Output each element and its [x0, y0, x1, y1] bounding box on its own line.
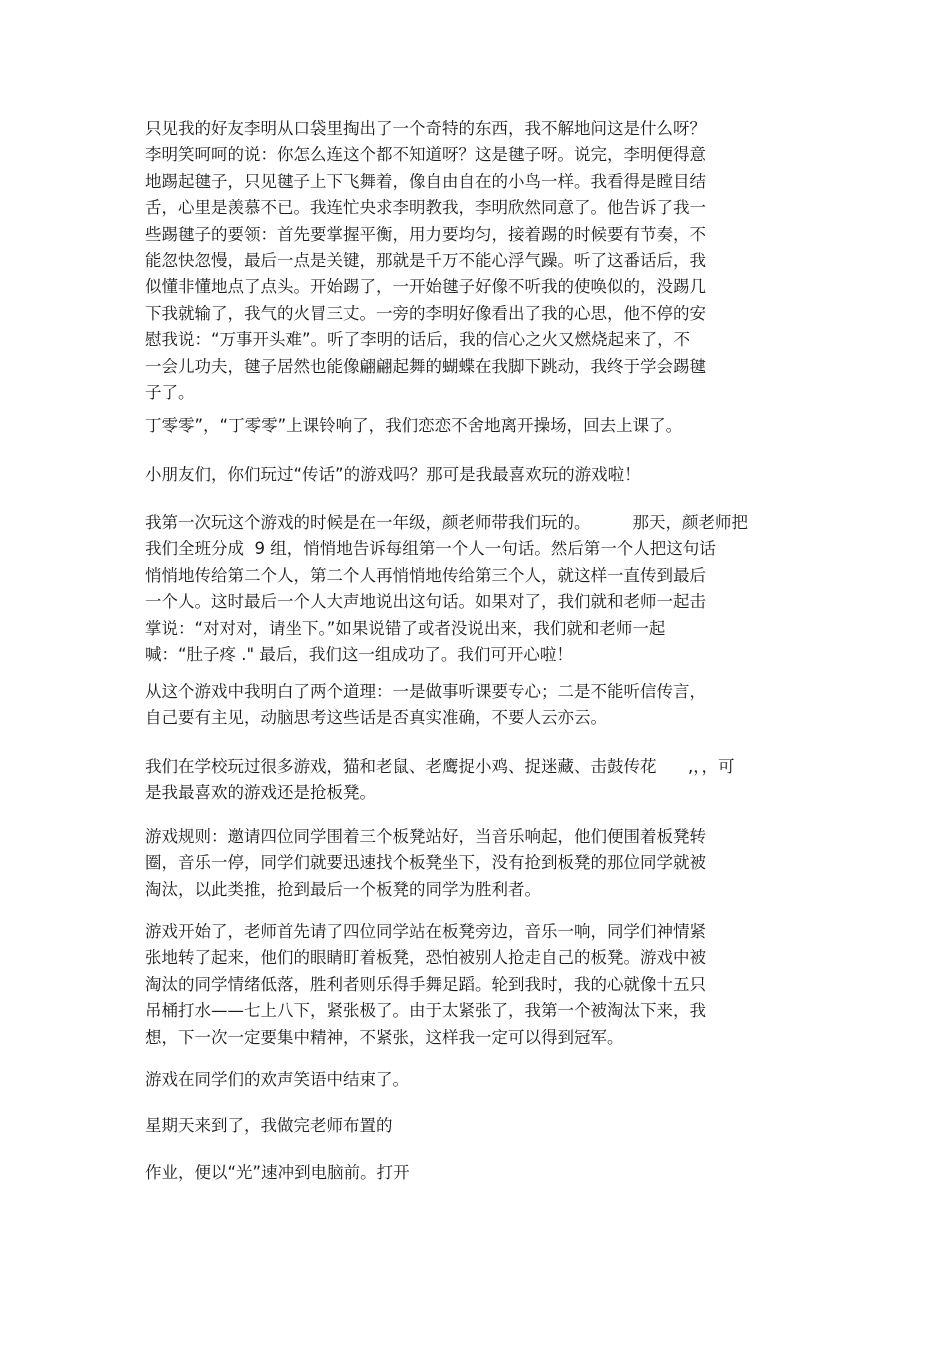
text-line: 掌说：“对对对，请坐下。”如果说错了或者没说出来，我们就和老师一起 [145, 618, 666, 638]
paragraph-shuttlecock [145, 116, 706, 406]
text-line: 淘汰的同学情绪低落，胜利者则乐得手舞足蹈。轮到我时，我的心就像十五只 [145, 974, 706, 994]
text-line: 想，下一次一定要集中精神，不紧张，这样我一定可以得到冠军。 [145, 1027, 624, 1047]
text-line: 只见我的好友李明从口袋里掏出了一个奇特的东西，我不解地问这是什么呀？ [145, 119, 706, 138]
text-line: 作业，便以“光”速冲到电脑前。打开 [145, 1163, 410, 1182]
text-line: 子了。 [145, 382, 195, 402]
text-line: 一个人。这时最后一个人大声地说出这句话。如果对了，我们就和老师一起击 [145, 592, 706, 612]
paragraph-computer [145, 1160, 410, 1186]
text-line: 丁零零”，“丁零零”上课铃响了，我们恋恋不舍地离开操场，回去上课了。 [145, 416, 683, 435]
text-line: 一会儿功夫，毽子居然也能像翩翩起舞的蝴蝶在我脚下跳动，我终于学会踢毽 [145, 356, 706, 376]
text-line: 下我就输了，我气的火冒三丈。一旁的李明好像看出了我的心思，他不停的安 [145, 303, 706, 323]
text-line: 我第一次玩这个游戏的时候是在一年级，颜老师带我们玩的。 那天，颜老师把 [145, 513, 748, 532]
text-line: 游戏规则：邀请四位同学围着三个板凳站好，当音乐响起，他们便围着板凳转 [145, 827, 706, 846]
text-line: 圈，音乐一停，同学们就要迅速找个板凳坐下，没有抢到板凳的那位同学就被 [145, 853, 706, 873]
paragraph-sunday [145, 1113, 393, 1139]
paragraph-passing-words-intro [145, 462, 641, 488]
text-line: 能忽快忽慢，最后一点是关键，那就是千万不能心浮气躁。听了这番话后，我 [145, 250, 706, 270]
text-line: 从这个游戏中我明白了两个道理：一是做事听课要专心；二是不能听信传言， [145, 682, 706, 701]
text-line: 星期天来到了，我做完老师布置的 [145, 1116, 393, 1135]
text-line: 些踢毽子的要领：首先要掌握平衡，用力要均匀，接着踢的时候要有节奏，不 [145, 224, 706, 244]
text-line: 自己要有主见，动脑思考这些话是否真实准确，不要人云亦云。 [145, 708, 607, 728]
paragraph-passing-words-game [145, 510, 748, 668]
text-line: 我们在学校玩过很多游戏，猫和老鼠、老鹰捉小鸡、捉迷藏、击鼓传花 ,，，可 [145, 757, 735, 776]
text-line: 淘汰，以此类推，抢到最后一个板凳的同学为胜利者。 [145, 879, 541, 899]
paragraph-game-rules [145, 824, 706, 903]
text-line: 游戏开始了，老师首先请了四位同学站在板凳旁边，音乐一响，同学们神情紧 [145, 922, 706, 941]
text-line: 我们全班分成 9 组，悄悄地告诉每组第一个人一句话。然后第一个人把这句话 [145, 539, 716, 559]
text-line: 小朋友们，你们玩过“传话”的游戏吗？那可是我最喜欢玩的游戏啦！ [145, 465, 641, 484]
text-line: 地踢起毽子，只见毽子上下飞舞着，像自由自在的小鸟一样。我看得是瞠目结 [145, 171, 706, 191]
text-line: 悄悄地传给第二个人，第二个人再悄悄地传给第三个人，就这样一直传到最后 [145, 565, 706, 585]
paragraph-game-end [145, 1067, 409, 1093]
paragraph-school-games [145, 754, 734, 807]
text-line: 似懂非懂地点了点头。开始踢了，一开始毽子好像不听我的使唤似的，没踢几 [145, 277, 706, 297]
text-line: 游戏在同学们的欢声笑语中结束了。 [145, 1070, 409, 1089]
text-line: 吊桶打水——七上八下，紧张极了。由于太紧张了，我第一个被淘汰下来，我 [145, 1001, 706, 1021]
paragraph-bell [145, 413, 682, 439]
text-line: 慰我说：“万事开头难”。听了李明的话后，我的信心之火又燃烧起来了，不 [145, 330, 691, 350]
text-line: 舌，心里是羡慕不已。我连忙央求李明教我，李明欣然同意了。他告诉了我一 [145, 198, 706, 218]
text-line: 张地转了起来，他们的眼睛盯着板凳，恐怕被别人抢走自己的板凳。游戏中被 [145, 948, 706, 968]
paragraph-game-play [145, 919, 706, 1051]
text-line: 是我最喜欢的游戏还是抢板凳。 [145, 783, 376, 803]
paragraph-lesson [145, 679, 706, 732]
text-line: 喊：“肚子疼 ." 最后，我们这一组成功了。我们可开心啦！ [145, 644, 573, 664]
text-line: 李明笑呵呵的说：你怎么连这个都不知道呀？这是毽子呀。说完，李明便得意 [145, 145, 706, 165]
